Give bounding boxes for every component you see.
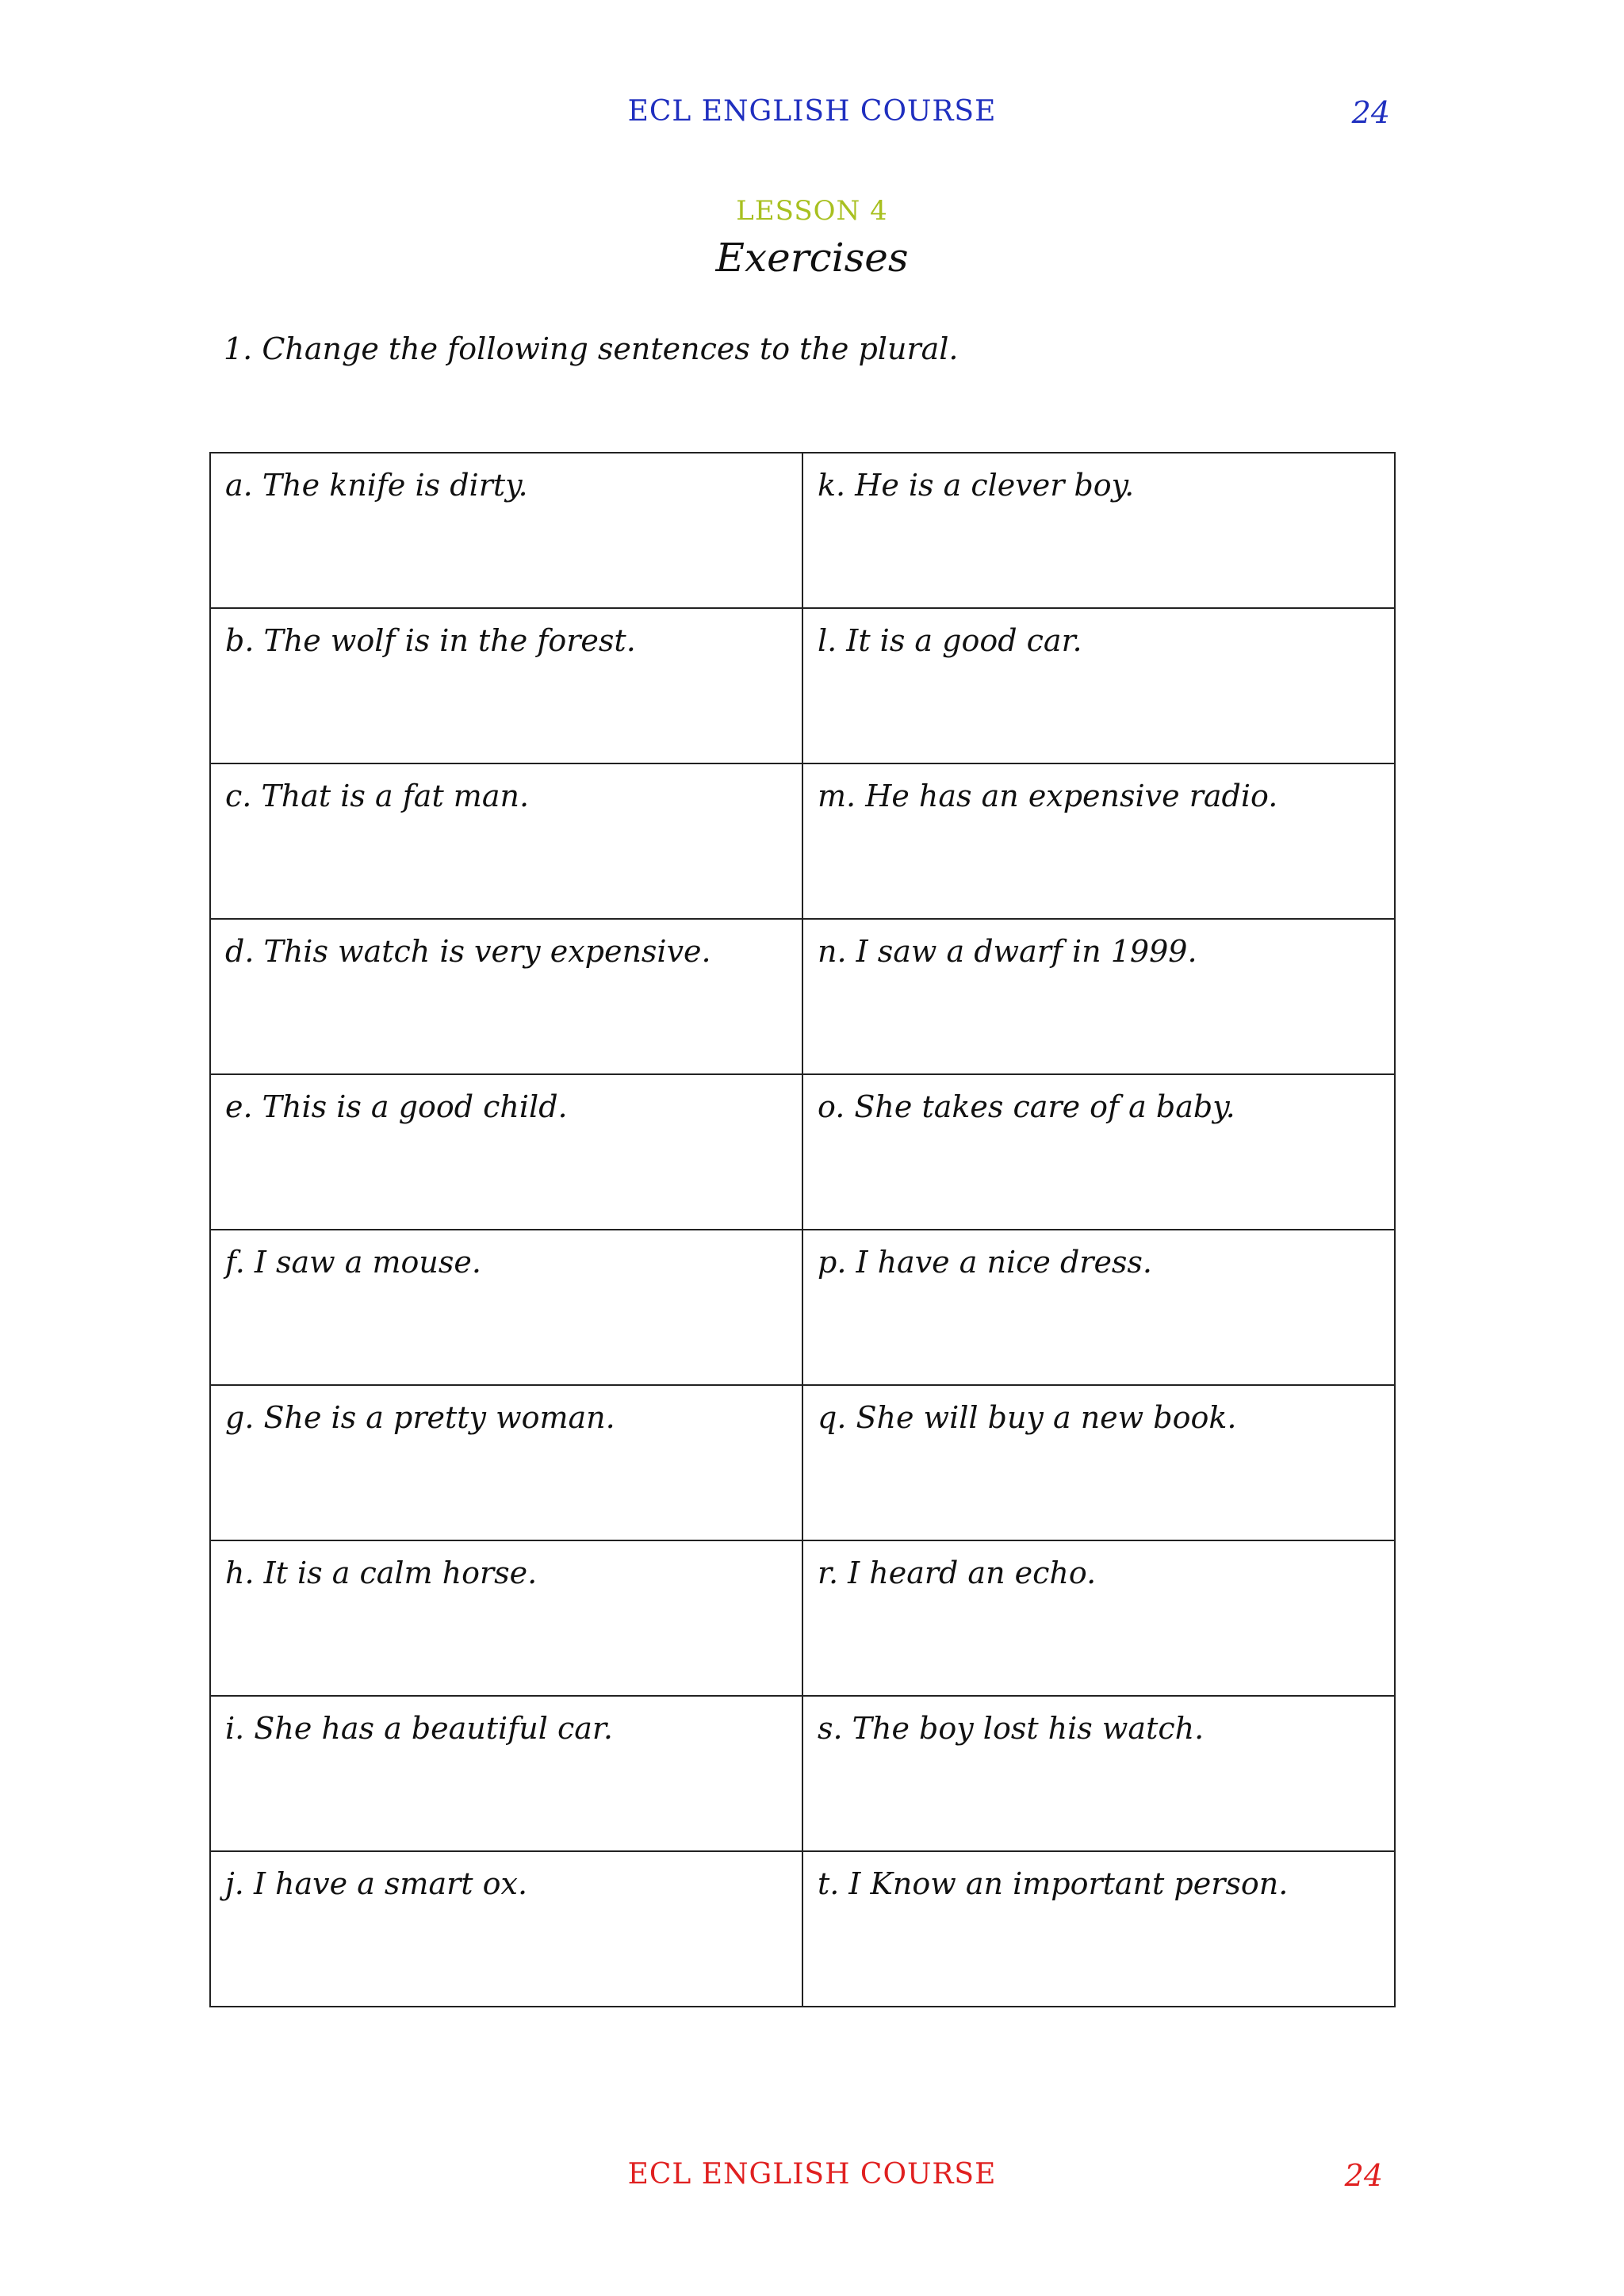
exercise-instruction: 1. Change the following sentences to the plural. bbox=[224, 331, 959, 366]
exercise-sentence: g. She is a pretty woman. bbox=[225, 1400, 615, 1435]
table-row bbox=[210, 608, 1395, 763]
exercise-cell[interactable] bbox=[802, 1851, 1395, 2007]
page-header bbox=[0, 95, 1624, 143]
lesson-label: LESSON 4 bbox=[736, 195, 888, 227]
exercise-sentence: o. She takes care of a baby. bbox=[818, 1089, 1235, 1124]
exercise-cell[interactable] bbox=[802, 1230, 1395, 1385]
exercise-sentence: q. She will buy a new book. bbox=[818, 1400, 1237, 1435]
exercise-sentence: l. It is a good car. bbox=[818, 623, 1082, 658]
exercise-cell[interactable] bbox=[802, 763, 1395, 919]
table-row bbox=[210, 1230, 1395, 1385]
exercise-cell[interactable] bbox=[802, 1540, 1395, 1696]
page-footer bbox=[0, 2158, 1624, 2206]
exercise-sentence: s. The boy lost his watch. bbox=[818, 1711, 1205, 1746]
exercise-cell[interactable] bbox=[802, 1385, 1395, 1540]
table-row bbox=[210, 1696, 1395, 1851]
exercise-sentence: f. I saw a mouse. bbox=[225, 1245, 481, 1280]
exercise-sentence: t. I Know an important person. bbox=[818, 1866, 1289, 1901]
exercise-cell[interactable] bbox=[210, 1696, 802, 1851]
exercise-cell[interactable] bbox=[210, 1851, 802, 2007]
table-row bbox=[210, 763, 1395, 919]
exercise-cell[interactable] bbox=[802, 1696, 1395, 1851]
exercise-cell[interactable] bbox=[802, 1074, 1395, 1230]
exercise-cell[interactable] bbox=[210, 1540, 802, 1696]
exercise-sentence: d. This watch is very expensive. bbox=[225, 934, 711, 969]
footer-title: ECL ENGLISH COURSE bbox=[627, 2158, 997, 2191]
exercise-sentence: r. I heard an echo. bbox=[818, 1556, 1097, 1590]
exercise-sentence: j. I have a smart ox. bbox=[225, 1866, 528, 1901]
table-row bbox=[210, 1540, 1395, 1696]
footer-page-number: 24 bbox=[1344, 2158, 1383, 2193]
exercise-cell[interactable] bbox=[210, 919, 802, 1074]
exercise-sentence: m. He has an expensive radio. bbox=[818, 779, 1278, 813]
exercise-sentence: k. He is a clever boy. bbox=[818, 468, 1135, 503]
exercise-table bbox=[209, 452, 1396, 2007]
exercise-cell[interactable] bbox=[210, 453, 802, 608]
exercise-cell[interactable] bbox=[210, 763, 802, 919]
table-row bbox=[210, 1074, 1395, 1230]
exercise-sentence: a. The knife is dirty. bbox=[225, 468, 528, 503]
table-row bbox=[210, 1385, 1395, 1540]
exercise-sentence: p. I have a nice dress. bbox=[818, 1245, 1153, 1280]
exercise-cell[interactable] bbox=[210, 1074, 802, 1230]
exercise-cell[interactable] bbox=[210, 1385, 802, 1540]
exercise-cell[interactable] bbox=[210, 608, 802, 763]
exercise-cell[interactable] bbox=[802, 608, 1395, 763]
exercise-sentence: h. It is a calm horse. bbox=[225, 1556, 538, 1590]
exercise-sentence: n. I saw a dwarf in 1999. bbox=[818, 934, 1197, 969]
exercise-cell[interactable] bbox=[210, 1230, 802, 1385]
exercise-sentence: b. The wolf is in the forest. bbox=[225, 623, 636, 658]
table-row bbox=[210, 919, 1395, 1074]
header-title: ECL ENGLISH COURSE bbox=[627, 95, 997, 128]
table-row bbox=[210, 453, 1395, 608]
exercise-cell[interactable] bbox=[802, 919, 1395, 1074]
page-title: Exercises bbox=[715, 235, 909, 281]
exercise-sentence: i. She has a beautiful car. bbox=[225, 1711, 613, 1746]
exercise-sentence: c. That is a fat man. bbox=[225, 779, 530, 813]
exercise-cell[interactable] bbox=[802, 453, 1395, 608]
table-row bbox=[210, 1851, 1395, 2007]
exercise-sentence: e. This is a good child. bbox=[225, 1089, 568, 1124]
header-page-number: 24 bbox=[1351, 95, 1390, 130]
